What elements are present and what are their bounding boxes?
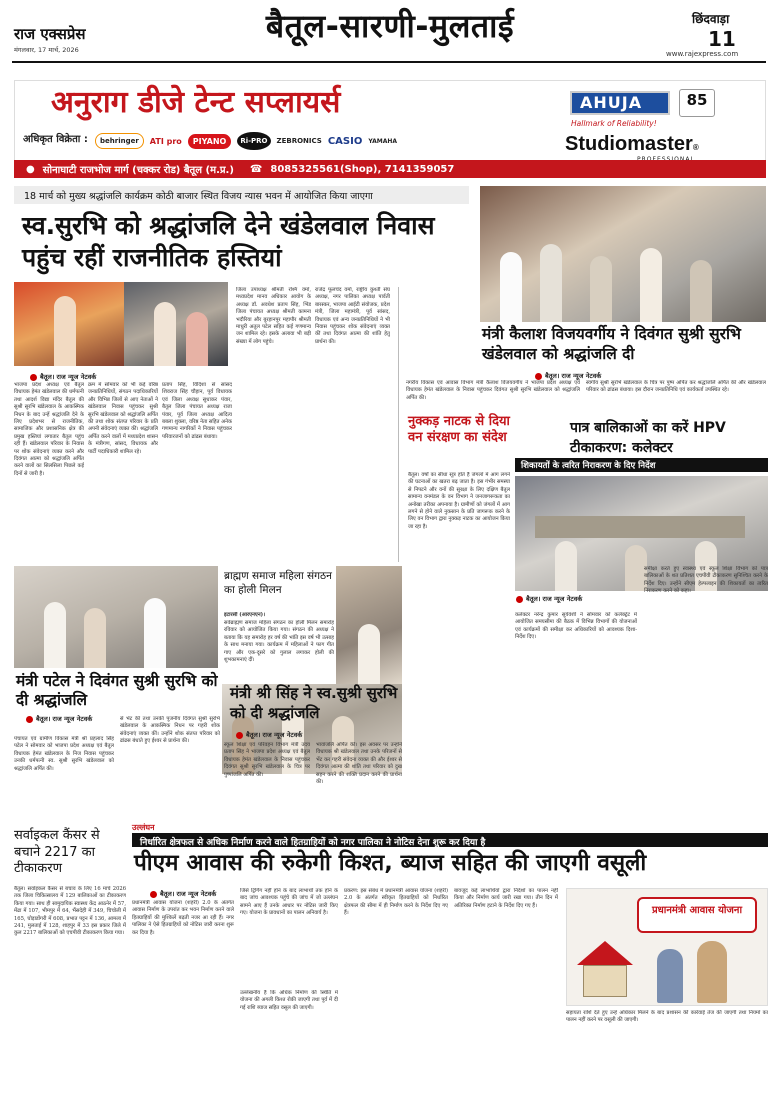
brahman-body: सर्वब्राह्मण समाज महिला संगठन का होली मिलन समारोह रविवार को आयोजित किया गया। संगठन की अध्यक्ष ने बताया कि यह समारोह हर वर्ष की भांति इस वर्ष भी उत्साह के साथ मनाया गया। कार्यक्रम में महिलाओं ने फाग गीत गाए और एक-दूसरे को गुलाल लगाकर होली की शुभकामनाएं दीं। [224, 620, 334, 664]
cancer-headline: सर्वाइकल कैंसर से बचाने 2217 का टीकाकरण [14, 828, 100, 877]
main-col-1: भाजपा प्रदेश अध्यक्ष एवं बैतूल विधायक हेमंत खंडेलवाल की धर्मपत्नी तथा आदर्श विद्या मंदिर बैतूल की सुश्री सुरभि खंडेलवाल के आकस्मिक निधन के बाद उन्हें श्रद्धांजलि देने के लिए प्रदेशभर से राजनीतिक, सामाजिक और प्रशासनिक क्षेत्र की प्रमुख हस्तियां लगातार बैतूल पहुंच रही हैं। खंडेलवाल परिवार के निवास पर शोक संवेदनाएं व्यक्त करने और दिवंगत आत्मा को श्रद्धांजलि अर्पित करने वालों का सिलसिला पिछले कई दिनों से जारी है। [14, 382, 84, 477]
main-kicker: 18 मार्च को मुख्य श्रद्धांजलि कार्यक्रम कोठी बाजार स्थित विजय न्यास भवन में आयोजित किया जाएगा [14, 186, 469, 204]
main-col-4: जिला उपाध्यक्ष श्रीमती रश्मि वर्मा, मध्यप्रदेश मानव अधिकार आयोग के अध्यक्ष डॉ. अवधेश प्रताप सिंह, भिंड जिला पंचायत अध्यक्ष श्रीमती कामना भदौरिया और बुरहानपुर महापौर श्रीमती माधुरी अतुल पटेल सहित कई गणमान्य जन शामिल रहे। इसके अलावा भी बड़ी संख्या में लोग पहुंचे। [236, 287, 311, 345]
main-headline: स्व.सुरभि को श्रद्धांजलि देने खंडेलवाल निवास पहुंच रहीं राजनीतिक हस्तियां [22, 211, 435, 272]
kailash-col-2: स्वर्गीय सुश्री सुरभि खंडेलवाल के चित्र पर पुष्प अर्पित कर श्रद्धांजलि अर्पित की और खंडेलवाल परिवार को ढांढस बंधाया। इस दौरान जनप्रतिनिधि एवं कार्यकर्ता उपस्थित रहे। [586, 380, 766, 394]
pmay-col-1: प्रधानमंत्री आवास योजना (शहरी) 2.0 के अंतर्गत आवास निर्माण के उपरांत कर भवन निर्माण करने वाले हितग्राहियों की मुश्किलें बढ़ती नजर आ रही हैं। नगर पालिका ने ऐसे हितग्राहियों को नोटिस जारी करना शुरू कर दिया है। [132, 900, 234, 936]
pmay-byline: बैतूल। राज न्यूज नेटवर्क [150, 889, 216, 898]
patel-byline: बैतूल। राज न्यूज नेटवर्क [26, 714, 92, 723]
pmay-headline: पीएम आवास की रुकेगी किश्त, ब्याज सहित की जाएगी वसूली [134, 850, 647, 876]
location-pin-icon: ● [26, 163, 35, 175]
cancer-body: बैतूल। सर्वाइकल कैंसर से बचाव के लिए 16 मार्च 2026 तक जिला चिकित्सालय में 129 बालिकाओं का टीकाकरण किया गया। साथ ही सामुदायिक स्वास्थ्य केंद्र आठनेर में 57, मेंढा में 107, भीमपुर में 64, भैंसदेही में 349, चिचोली में 165, घोड़ाडोंगरी में 608, प्रभात पट्टन में 136, आमला में 241, मुलताई में 128, शाहपुर में 33 इस प्रकार जिले में कुल 2217 बालिकाओं को एचपीवी टीकाकरण किया गया। [14, 886, 126, 937]
nukkad-headline: नुक्कड़ नाटक से दिया वन संरक्षण का संदेश [408, 414, 510, 445]
house-body [583, 965, 627, 997]
resident-figure [657, 949, 683, 1003]
hpv-subhead: शिकायतों के त्वरित निराकरण के दिए निर्देश [515, 458, 768, 472]
ad-title: अनुराग डीजे टेन्ट सप्लायर्स [51, 85, 341, 120]
ad-dealer-label: अधिकृत विक्रेता : [23, 134, 88, 145]
pmay-kicker-label: उल्लंघन [132, 823, 155, 832]
brand-casio: CASIO [327, 135, 363, 147]
years-badge [679, 89, 715, 117]
ad-address-bar [14, 160, 766, 178]
ad-brand-row [95, 129, 525, 153]
singh-photo-2 [336, 566, 402, 684]
pmay-col-5: बावजूद कई लाभार्थियों द्वारा निर्देशों का पालन नहीं किया और निर्माण कार्य जारी रखा गया। तीन दिन में अतिरिक्त निर्माण हटाने के निर्देश दिए गए हैं। [454, 888, 558, 909]
hpv-col-1: कलेक्टर नरेन्द्र कुमार सूर्यवंशी ने सोमवार को कलेक्ट्रेट में आयोजित समयसीमा की बैठक में विभिन्न विभागों की योजनाओं एवं कार्यक्रमों की समीक्षा कर अधिकारियों को आवश्यक दिशा-निर्देश दिए। [515, 612, 637, 641]
pmay-col-3: उल्लेखनीय है कि अधिक निर्माण की स्थिति में योजना की अगली किश्त रोकी जाएगी तथा पूर्व में दी गई राशि ब्याज सहित वसूल की जाएगी। [240, 990, 338, 1011]
studiomaster-name: Studiomaster [565, 133, 693, 155]
years-value: 85 [686, 91, 708, 109]
kailash-col-1: नगरीय विकास एवं आवास विभाग मंत्री कैलाश विजयवर्गीय ने भाजपा प्रदेश अध्यक्ष एवं विधायक हेमंत खंडेलवाल के निवास पहुंचकर दिवंगत सुश्री सुरभि खंडेलवाल को श्रद्धांजलि अर्पित की। [406, 380, 580, 401]
brand-behringer: behringer [95, 133, 144, 149]
brand-atipro: ATI pro [149, 136, 182, 146]
singh-headline: मंत्री श्री सिंह ने स्व.सुश्री सुरभि को दी श्रद्धांजलि [230, 684, 398, 722]
hpv-col-2: समीक्षा करते हुए स्वास्थ्य एवं स्कूल शिक्षा विभाग को पात्र बालिकाओं के शत प्रतिशत एचपीवी टीकाकरण सुनिश्चित करने के निर्देश दिए। उन्होंने सीएम हेल्पलाइन की शिकायतों का त्वरित निराकरण करने को कहा। [644, 566, 768, 595]
brand-yamaha: YAMAHA [368, 137, 398, 145]
brand-ripro: Ri-PRO [237, 132, 270, 150]
singh-col-2: भावांजलि अर्पित की। इस अवसर पर उन्होंने विधायक श्री खंडेलवाल तथा उनके परिजनों से भेंट कर गहरी संवेदना व्यक्त की और ईश्वर से दिवंगत आत्मा की शांति तथा परिवार को दुख सहन करने की शक्ति प्रदान करने की प्रार्थना की। [316, 742, 402, 786]
ad-address: सोनाघाटी राजभोज मार्ग (चक्कर रोड) बैतूल (म.प्र.) [42, 165, 234, 176]
ad-phone[interactable]: 8085325561(Shop), 7141359057 [270, 163, 455, 175]
main-col-3: प्रताप सिंह, विदिशा से सांसद शिवराज सिंह चौहान, पूर्व विधायक एवं जिला अध्यक्ष सुधाकर पंवार, बैतूल जिला पंचायत अध्यक्ष राजा पंवार, पूर्व जिला अध्यक्ष आदित्य बबला शुक्ला, वरिष्ठ नेता सहित अनेक गणमान्य नागरिकों ने निवास पहुंचकर परिवारजनों को ढांढस बंधाया। [162, 382, 232, 440]
main-divider [398, 287, 399, 562]
masthead [0, 0, 778, 62]
pmay-graphic [566, 888, 768, 1006]
patel-col-1: पंचायत एवं ग्रामीण विकास मंत्री श्री प्रहलाद सिंह पटेल ने सोमवार को भाजपा प्रदेश अध्यक्ष एवं बैतूल विधायक हेमंत खंडेलवाल के निज निवास पहुंचकर उनकी धर्मपत्नी स्व. सुश्री सुरभि खंडेलवाल को श्रद्धांजलि अर्पित की। [14, 736, 114, 772]
singh-byline: बैतूल। राज न्यूज नेटवर्क [236, 730, 302, 739]
brand-name: राज एक्सप्रेस [14, 25, 86, 43]
main-photo-right [124, 282, 228, 366]
pmay-col-4: प्रकरण: इस संबंध में प्रधानमंत्री आवास योजना (शहरी) 2.0 के अंतर्गत स्वीकृत हितग्राहियों को निर्धारित क्षेत्रफल की सीमा में ही निर्माण करने के निर्देश दिए गए हैं। [344, 888, 448, 917]
phone-icon: ☎ [249, 163, 263, 175]
city-name: छिंदवाड़ा [692, 12, 730, 26]
main-col-2: क्रम में सोमवार को भी कई वरिष्ठ जनप्रतिनिधियों, संगठन पदाधिकारियों और विभिन्न जिलों से आए नेताओं ने खंडेलवाल निवास पहुंचकर सुश्री सुरभि खंडेलवाल को श्रद्धांजलि अर्पित की तथा शोक संतप्त परिवार के प्रति अपनी संवेदनाएं व्यक्त कीं। श्रद्धांजलि अर्पित करने वालों में मध्यप्रदेश शासन के मंत्रीगण, सांसद, विधायक और पार्टी पदाधिकारी शामिल रहे। [88, 382, 158, 455]
kailash-byline: बैतूल। राज न्यूज नेटवर्क [535, 371, 601, 380]
ahuja-name: AHUJA [580, 93, 643, 112]
hpv-byline: बैतूल। राज न्यूज नेटवर्क [516, 594, 582, 603]
brahman-headline: ब्राह्मण समाज महिला संगठन का होली मिलन [224, 570, 332, 596]
ahuja-tagline: Hallmark of Reliability! [571, 119, 657, 128]
pmay-col-2: जिसे ट्रिगिंग नहीं होने के बाद लाभार्थी तक होने के बाद जांच आवश्यक पहुंचे की जांच में जो उल्लंघन सामने आए हैं उनके आधार पर नोटिस जारी किए गए। योजना के प्रावधानों का पालन अनिवार्य है। [240, 888, 338, 917]
page-title: बैतूल-सारणी-मुलताई [265, 7, 515, 45]
studiomaster-logo [565, 133, 699, 156]
main-col-5: राजेंद्र फूलचंद वर्मा, राष्ट्रीय कुश्ती संघ अध्यक्ष, नगर पालिका अध्यक्ष पार्वती बारस्कर, भाजपा आईटी संयोजक, प्रदेश मंत्री, जिला महामंत्री, पूर्व सांसद, विधायक एवं अन्य जनप्रतिनिधियों ने भी निवास पहुंचकर शोक संवेदनाएं व्यक्त कीं तथा दिवंगत आत्मा की शांति हेतु प्रार्थना की। [315, 287, 390, 345]
issue-date: मंगलवार, 17 मार्च, 2026 [14, 46, 79, 54]
kailash-photo [480, 186, 766, 322]
pmay-graphic-label: प्रधानमंत्री आवास योजना [637, 897, 757, 933]
patel-headline: मंत्री पटेल ने दिवंगत सुश्री सुरभि को दी श्रद्धांजलि [16, 672, 218, 709]
official-figure [697, 941, 727, 1003]
pmay-col-6: सहायता राशि देते हुए उन्हें अधिकार मिलने के बाद प्रशासन की कार्रवाई तेज की जाएगी तथा नियमों का पालन नहीं करने पर वसूली की जाएगी। [566, 1010, 768, 1024]
registered-mark: ® [692, 143, 699, 152]
hpv-headline: पात्र बालिकाओं का करें HPV टीकाकरण: कलेक्टर [570, 420, 726, 457]
main-byline: बैतूल। राज न्यूज नेटवर्क [30, 372, 96, 381]
brahman-byline: इटारसी (आरएनएन)। [224, 612, 266, 618]
header-divider [12, 61, 766, 63]
house-icon [577, 941, 633, 965]
brand-zebronics: ZEBRONICS [276, 137, 322, 145]
site-url[interactable]: www.rajexpress.com [666, 50, 739, 58]
nukkad-body: बैतूल। वर्षों का सीधा सूत्र होते हैं जंगलों में आग लगने की घटनाओं का खतरा बढ़ जाता है। इस गंभीर समस्या से निपटने और वनों की सुरक्षा के लिए दक्षिण बैतूल सामान्य वनमंडल के वन विभाग ने जनजागरूकता का अनोखा तरीका अपनाया है। ग्रामीणों को जंगलों में आग लगने से होने वाले नुकसान के प्रति जागरूक करने के लिए वन विभाग द्वारा नुक्कड़ नाटक का आयोजन किया जा रहा है। [408, 472, 510, 530]
brand-piyano: PIYANO [188, 134, 232, 149]
patel-photo [14, 566, 218, 668]
patel-col-2: से भेंट की तथा उनकी पूजनीय दिवंगत सुश्री सुरभि खंडेलवाल के आकस्मिक निधन पर गहरी शोक संवेदनाएं व्यक्त कीं। उन्होंने शोक संतप्त परिवार को ढांढस बंधाते हुए ईश्वर से प्रार्थना की। [120, 716, 220, 745]
pmay-kicker: निर्धारित क्षेत्रफल से अधिक निर्माण करने वाले हितग्राहियों को नगर पालिका ने नोटिस देना शुरू कर दिया है [132, 833, 768, 847]
page-number: 11 [708, 27, 736, 51]
singh-col-1: स्कूल शिक्षा एवं परिवहन विभाग मंत्री उदय प्रताप सिंह ने भाजपा प्रदेश अध्यक्ष एवं बैतूल विधायक हेमंत खंडेलवाल के निवास पहुंचकर दिवंगत सुश्री सुरभि खंडेलवाल के चित्र पर पुष्पांजलि अर्पित की। [224, 742, 310, 778]
kailash-headline: मंत्री कैलाश विजयवर्गीय ने दिवंगत सुश्री सुरभि खंडेलवाल को श्रद्धांजलि दी [482, 325, 741, 364]
main-photo-left [14, 282, 124, 366]
